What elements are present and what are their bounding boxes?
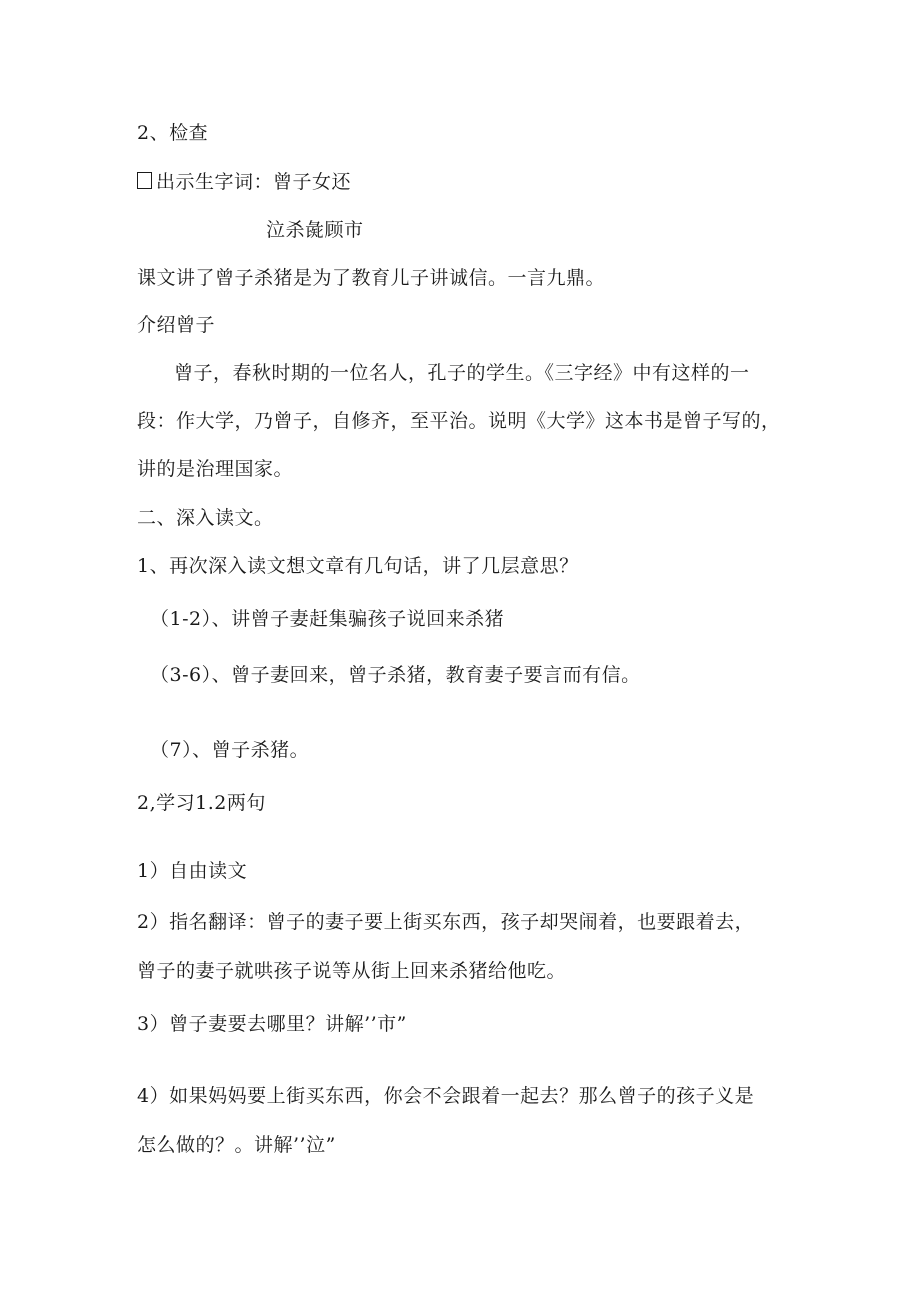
checkbox-square-icon <box>137 172 152 189</box>
intro-heading: 介绍曾子 <box>137 314 216 336</box>
heading-check: 2、检查 <box>137 122 209 144</box>
new-words-text: 出示生字词：曾子女还 <box>156 171 352 193</box>
item-2-translation-line-2: 曾子的妻子就哄孩子说等从街上回来杀猪给他吃。 <box>137 960 567 982</box>
item-1-free-reading: 1）自由读文 <box>137 860 248 882</box>
item-2-translation-line-1: 2）指名翻译：曾子的妻子要上街买东西，孩子却哭闹着，也要跟着去， <box>137 911 755 933</box>
new-words-line <box>137 170 351 194</box>
intro-paragraph-line-3: 讲的是治理国家。 <box>137 458 294 480</box>
new-words-line-2: 泣杀彘顾市 <box>266 219 364 241</box>
intro-paragraph-line-2: 段：作大学，乃曾子，自修齐，至平治。说明《大学》这本书是曾子写的， <box>137 410 781 432</box>
item-4-question-line-2: 怎么做的？。讲解’’泣” <box>137 1134 336 1156</box>
summary-sentence: 课文讲了曾子杀猪是为了教育儿子讲诚信。一言九鼎。 <box>137 267 606 289</box>
part-3-6: （3-6）、曾子妻回来，曾子杀猪，教育妻子要言而有信。 <box>150 664 641 686</box>
step-2-heading: 2,学习1.2两句 <box>137 792 266 814</box>
step-1-question: 1、再次深入读文想文章有几句话，讲了几层意思？ <box>137 555 579 577</box>
intro-paragraph-line-1: 曾子，春秋时期的一位名人，孔子的学生。《三字经》中有这样的一 <box>174 362 750 384</box>
section-two-heading: 二、深入读文。 <box>137 507 274 529</box>
item-3-question: 3）曾子妻要去哪里？讲解’’市” <box>137 1013 407 1035</box>
item-4-question-line-1: 4）如果妈妈要上街买东西，你会不会跟着一起去？那么曾子的孩子义是 <box>137 1085 755 1107</box>
part-7: （7）、曾子杀猪。 <box>150 739 310 761</box>
part-1-2: （1-2）、讲曾子妻赶集骗孩子说回来杀猪 <box>150 608 505 630</box>
